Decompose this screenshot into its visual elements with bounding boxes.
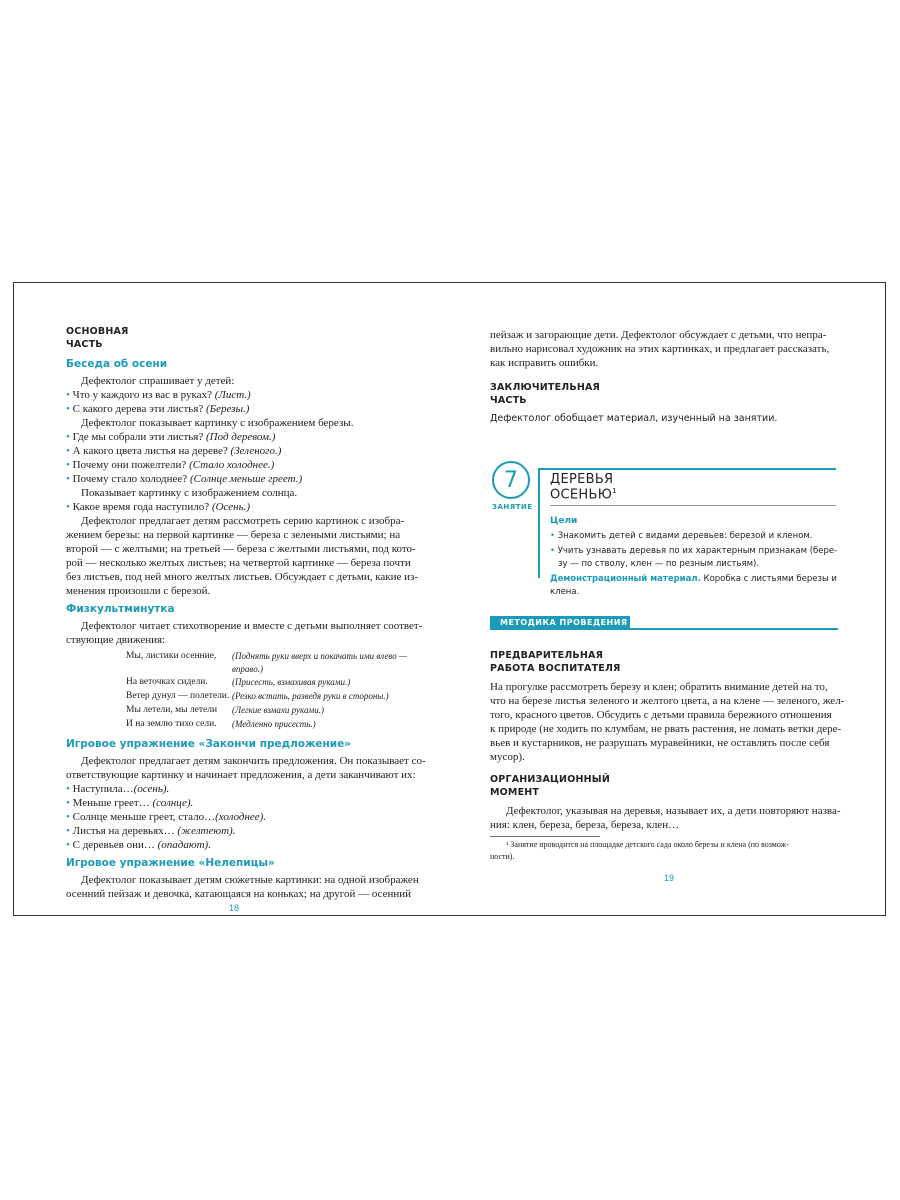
- heading-game-finish-sentence: Игровое упражнение «Закончи предложение»: [66, 738, 352, 750]
- lesson-title-line1: ДЕРЕВЬЯ: [550, 472, 614, 487]
- paragraph-line: что на березе листья зеленого и желтого цвета, а на клене — зеленого, жел-: [490, 695, 845, 707]
- paragraph-line: Дефектолог предлагает детям закончить предложения. Он показывает со-: [81, 755, 426, 767]
- list-item: • Какое время года наступило? (Осень.): [66, 501, 251, 513]
- conversation-intro: Дефектолог спрашивает у детей:: [81, 375, 235, 387]
- lesson-label: ЗАНЯТИЕ: [492, 503, 533, 511]
- poem-line: На веточках сидели.: [126, 677, 208, 687]
- paragraph-line: пейзаж и загорающие дети. Дефектолог обсуждает с детьми, что непра-: [490, 329, 827, 341]
- goal-item: • Знакомить детей с видами деревьев: березой и кленом.: [550, 531, 813, 541]
- goal-item-cont: зу — по стволу, клен — по резным листьям).: [558, 559, 759, 569]
- poem-action: (Резко встать, разведя руки в стороны.): [232, 691, 389, 701]
- section-title-final-line1: ЗАКЛЮЧИТЕЛЬНАЯ: [490, 382, 601, 393]
- paragraph-line: к природе (не ходить по клумбам, не рвать растения, не ломать ветки дере-: [490, 723, 842, 735]
- paragraph-line: вильно нарисовал художник на этих картинках, и предлагает рассказать,: [490, 343, 830, 355]
- lesson-title-line2: ОСЕНЬЮ$^1$: [550, 487, 617, 503]
- heading-exercise-break: Физкультминутка: [66, 603, 175, 615]
- bullet-icon: •: [66, 501, 73, 513]
- poem-action: (Легкие взмахи руками.): [232, 705, 324, 715]
- list-item: • Где мы собрали эти листья? (Под деревом.): [66, 431, 276, 443]
- paragraph-line: мусор).: [490, 751, 525, 763]
- list-item: • С деревьев они… (опадают).: [66, 839, 211, 851]
- bullet-icon: •: [66, 839, 73, 851]
- org-title-line2: МОМЕНТ: [490, 787, 540, 798]
- bullet-icon: •: [66, 431, 73, 443]
- paragraph-line: без листьев, под ней много желтых листьев. Обсуждает с детьми, какие из-: [66, 571, 419, 583]
- footnote-mark: 1: [612, 487, 617, 495]
- demo-material-cont: клена.: [550, 587, 580, 597]
- paragraph-line: вьев и кустарников, не разрушать муравейники, не оставлять после себя: [490, 737, 830, 749]
- list-item: • Наступила…(осень).: [66, 783, 170, 795]
- paragraph-line: того, красного цветов. Обсудить с детьми правила бережного отношения: [490, 709, 832, 721]
- bullet-icon: •: [66, 389, 73, 401]
- paragraph-line: как исправить ошибки.: [490, 357, 599, 369]
- footnote-line: ¹ Занятие проводится на площадке детского сада около березы и клена (по возмож-: [506, 840, 789, 849]
- lesson-number-badge: 7: [492, 461, 530, 499]
- bullet-icon: •: [550, 546, 558, 556]
- page-number: 18: [229, 903, 240, 913]
- list-item: • Меньше греет… (солнце).: [66, 797, 194, 809]
- paragraph-line: ответствующие картинку и начинает предложения, а дети заканчивают их:: [66, 769, 416, 781]
- page-number: 19: [664, 873, 675, 883]
- paragraph-line: ния: клен, береза, береза, береза, клен…: [490, 819, 680, 831]
- conversation-note: Дефектолог показывает картинку с изображением березы.: [81, 417, 354, 429]
- paragraph-line: ствующие движения:: [66, 634, 166, 646]
- section-title-main-line1: ОСНОВНАЯ: [66, 326, 129, 337]
- list-item: • С какого дерева эти листья? (Березы.): [66, 403, 250, 415]
- bullet-icon: •: [66, 825, 73, 837]
- list-item: • Что у каждого из вас в руках? (Лист.): [66, 389, 251, 401]
- paragraph-line: рой — несколько желтых листьев; на четвертой картинке — береза почти: [66, 557, 411, 569]
- bullet-icon: •: [66, 783, 73, 795]
- goal-item: • Учить узнавать деревья по их характерным признакам (бере-: [550, 546, 838, 556]
- bullet-icon: •: [66, 797, 73, 809]
- footnote-line: ности).: [490, 852, 515, 861]
- prelim-title-line2: РАБОТА ВОСПИТАТЕЛЯ: [490, 663, 621, 674]
- paragraph-line: Дефектолог читает стихотворение и вместе с детьми выполняет соответ-: [81, 620, 423, 632]
- section-title-final-line2: ЧАСТЬ: [490, 395, 527, 406]
- poem-action: (Поднять руки вверх и покачать ими влево —: [232, 651, 407, 661]
- paragraph-line: Дефектолог предлагает детям рассмотреть серию картинок с изобра-: [81, 515, 405, 527]
- list-item: • Почему они пожелтели? (Стало холоднее.): [66, 459, 275, 471]
- bullet-icon: •: [66, 459, 73, 471]
- list-item: • А какого цвета листья на дереве? (Зеленого.): [66, 445, 282, 457]
- title-rule-top: [538, 468, 836, 470]
- demo-material: Демонстрационный материал. Коробка с листьями березы и: [550, 574, 837, 584]
- method-tab: МЕТОДИКА ПРОВЕДЕНИЯ: [490, 616, 630, 629]
- poem-line: И на землю тихо сели.: [126, 719, 217, 729]
- list-item: • Почему стало холоднее? (Солнце меньше греет.): [66, 473, 303, 485]
- paragraph-line: осенний пейзаж и девочка, катающаяся на коньках; на другой — осенний: [66, 888, 412, 900]
- org-title-line1: ОРГАНИЗАЦИОННЫЙ: [490, 774, 610, 785]
- final-text: Дефектолог обобщает материал, изученный на занятии.: [490, 413, 778, 424]
- paragraph-line: жением березы: на первой картинке — береза с зелеными листьями; на: [66, 529, 401, 541]
- section-title-main-line2: ЧАСТЬ: [66, 339, 103, 350]
- conversation-note: Показывает картинку с изображением солнца.: [81, 487, 298, 499]
- list-item: • Листья на деревьях… (желтеют).: [66, 825, 236, 837]
- footnote-rule: [490, 836, 600, 837]
- bullet-icon: •: [550, 531, 558, 541]
- heading-game-nonsense: Игровое упражнение «Нелепицы»: [66, 857, 275, 869]
- title-rule-vertical: [538, 468, 540, 578]
- poem-line: Ветер дунул — полетели.: [126, 691, 230, 701]
- book-spread: [13, 282, 886, 916]
- poem-line: Мы, листики осенние,: [126, 651, 217, 661]
- list-item: • Солнце меньше греет, стало…(холоднее).: [66, 811, 267, 823]
- prelim-title-line1: ПРЕДВАРИТЕЛЬНАЯ: [490, 650, 604, 661]
- bullet-icon: •: [66, 445, 73, 457]
- bullet-icon: •: [66, 473, 73, 485]
- poem-action: (Присесть, взмахивая руками.): [232, 677, 351, 687]
- paragraph-line: На прогулке рассмотреть березу и клен; обратить внимание детей на то,: [490, 681, 828, 693]
- poem-line: Мы летели, мы летели: [126, 705, 218, 715]
- heading-conversation: Беседа об осени: [66, 358, 168, 370]
- poem-action: (Медленно присесть.): [232, 719, 316, 729]
- title-rule-bottom: [550, 505, 836, 506]
- paragraph-line: второй — с желтыми; на третьей — береза с желтыми листьями, под кото-: [66, 543, 416, 555]
- method-rule: [490, 628, 838, 630]
- paragraph-line: Дефектолог показывает детям сюжетные картинки: на одной изображен: [81, 874, 419, 886]
- bullet-icon: •: [66, 403, 73, 415]
- paragraph-line: менения произошли с березой.: [66, 585, 211, 597]
- paragraph-line: Дефектолог, указывая на деревья, называет их, а дети повторяют назва-: [506, 805, 841, 817]
- poem-action: вправо.): [232, 664, 263, 674]
- bullet-icon: •: [66, 811, 73, 823]
- goals-heading: Цели: [550, 516, 578, 526]
